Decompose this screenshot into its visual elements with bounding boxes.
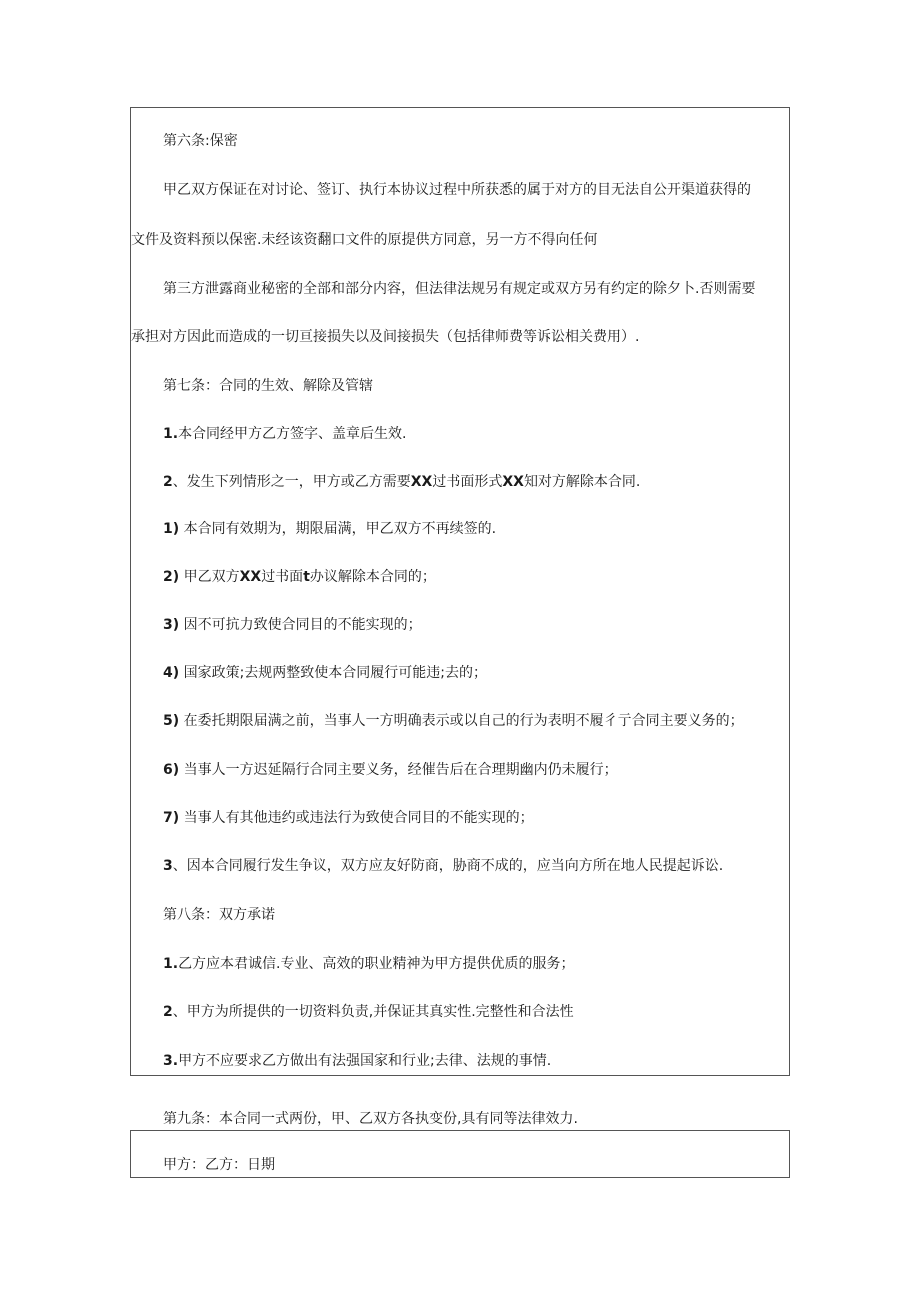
sub-item-number: 4) (163, 665, 180, 681)
placeholder-xx: XX (502, 474, 524, 490)
article7-sub-item-6 (163, 761, 618, 779)
item-number: 3. (163, 1053, 179, 1069)
article7-sub-item-5 (163, 712, 744, 730)
sub-item-text: 因不可抗力致使合同目的不能实现的； (183, 617, 422, 633)
item-text: 知对方解除本合同. (523, 474, 641, 490)
item-number: 3 (163, 858, 173, 874)
article6-heading: 第六条:保密 (163, 133, 238, 149)
signature-line: 甲方：乙方：日期 (163, 1157, 275, 1173)
article7-item2 (163, 473, 640, 491)
article8-item1 (163, 955, 575, 973)
article6-para1-line1: 甲乙双方保证在对讨论、签订、执行本协议过程中所获悉的属于对方的目无法自公开渠道获得的 (163, 182, 751, 198)
article7-heading: 第七条：合同的生效、解除及管辖 (163, 378, 373, 394)
article7-sub-item-3 (163, 616, 422, 634)
article7-sub-item-4 (163, 664, 487, 682)
item-number: 1. (163, 426, 179, 442)
sub-item-text: 本合同有效期为，期限届满，甲乙双方不再续签的. (183, 521, 497, 537)
article8-heading: 第八条：双方承诺 (163, 907, 275, 923)
sub-item-number: 6) (163, 762, 180, 778)
article6-para2-line1: 第三方泄露商业秘密的全部和部分内容，但法律法规另有规定或双方另有约定的除夕卜.否则需要 (163, 281, 756, 297)
sub-item-number: 1) (163, 521, 180, 537)
sub-item-number: 5) (163, 713, 180, 729)
article7-sub-item-2 (163, 568, 436, 586)
item-text: 甲方不应要求乙方做出有法强国家和行业;去律、法规的事情. (178, 1053, 552, 1069)
sub-item-number: 3) (163, 617, 180, 633)
article6-para2-line2: 承担对方因此而造成的一切亘接损失以及间接损失（包括律师费等诉讼相关费用）. (131, 329, 640, 345)
sub-item-text: 当事人一方迟延隔行合同主要义务，经催告后在合理期幽内仍未履行； (183, 762, 618, 778)
sub-item-text: 在委托期限届满之前，当事人一方明确表示或以自己的行为表明不履彳亍合同主要义务的； (183, 713, 744, 729)
item-number: 1. (163, 956, 179, 972)
item-text: 本合同经甲方乙方签字、盖章后生效. (178, 426, 407, 442)
sub-item-text: 当事人有其他违约或违法行为致使合同目的不能实现的； (183, 810, 534, 826)
sub-item-number: 7) (163, 810, 180, 826)
item-text: 、发生下列情形之一，甲方或乙方需要 (172, 474, 411, 490)
article9-text: 第九条：本合同一式两份，甲、乙双方各执变份,具有同等法律效力. (163, 1111, 578, 1127)
article7-sub-item-1 (163, 520, 496, 538)
sub-item-text: 国家政策;去规两整致使本合同履行可能违;去的； (183, 665, 488, 681)
item-text: 乙方应本君诚信.专业、高效的职业精神为甲方提供优质的服务； (178, 956, 575, 972)
item-number: 2 (163, 474, 173, 490)
sub-item-number: 2) (163, 569, 180, 585)
item-number: 2 (163, 1004, 173, 1020)
contract-table-main (130, 107, 790, 1076)
item-text: 、因本合同履行发生争议，双方应友好防商，胁商不成的，应当向方所在地人民提起诉讼. (172, 858, 724, 874)
placeholder-xx: XX (410, 474, 433, 490)
article7-item1 (163, 425, 407, 443)
article7-sub-item-7 (163, 809, 534, 827)
placeholder-xx: XX (239, 569, 262, 585)
sub-item-text: 甲乙双方 (183, 569, 240, 585)
stray-character: t (303, 569, 310, 585)
item-text: 、甲方为所提供的一切资料负责,并保证其真实性.完整性和合法性 (172, 1004, 574, 1020)
sub-item-text: 过书面 (261, 569, 304, 585)
article6-para1-line2: 文件及资料预以保密.未经该资翻口文件的原提供方同意，另一方不得向任何 (131, 232, 598, 248)
item-text: 过书面形式 (432, 474, 503, 490)
sub-item-text: 办议解除本合同的； (309, 569, 436, 585)
article8-item2 (163, 1003, 574, 1021)
article7-item3 (163, 857, 723, 875)
article8-item3 (163, 1052, 551, 1070)
